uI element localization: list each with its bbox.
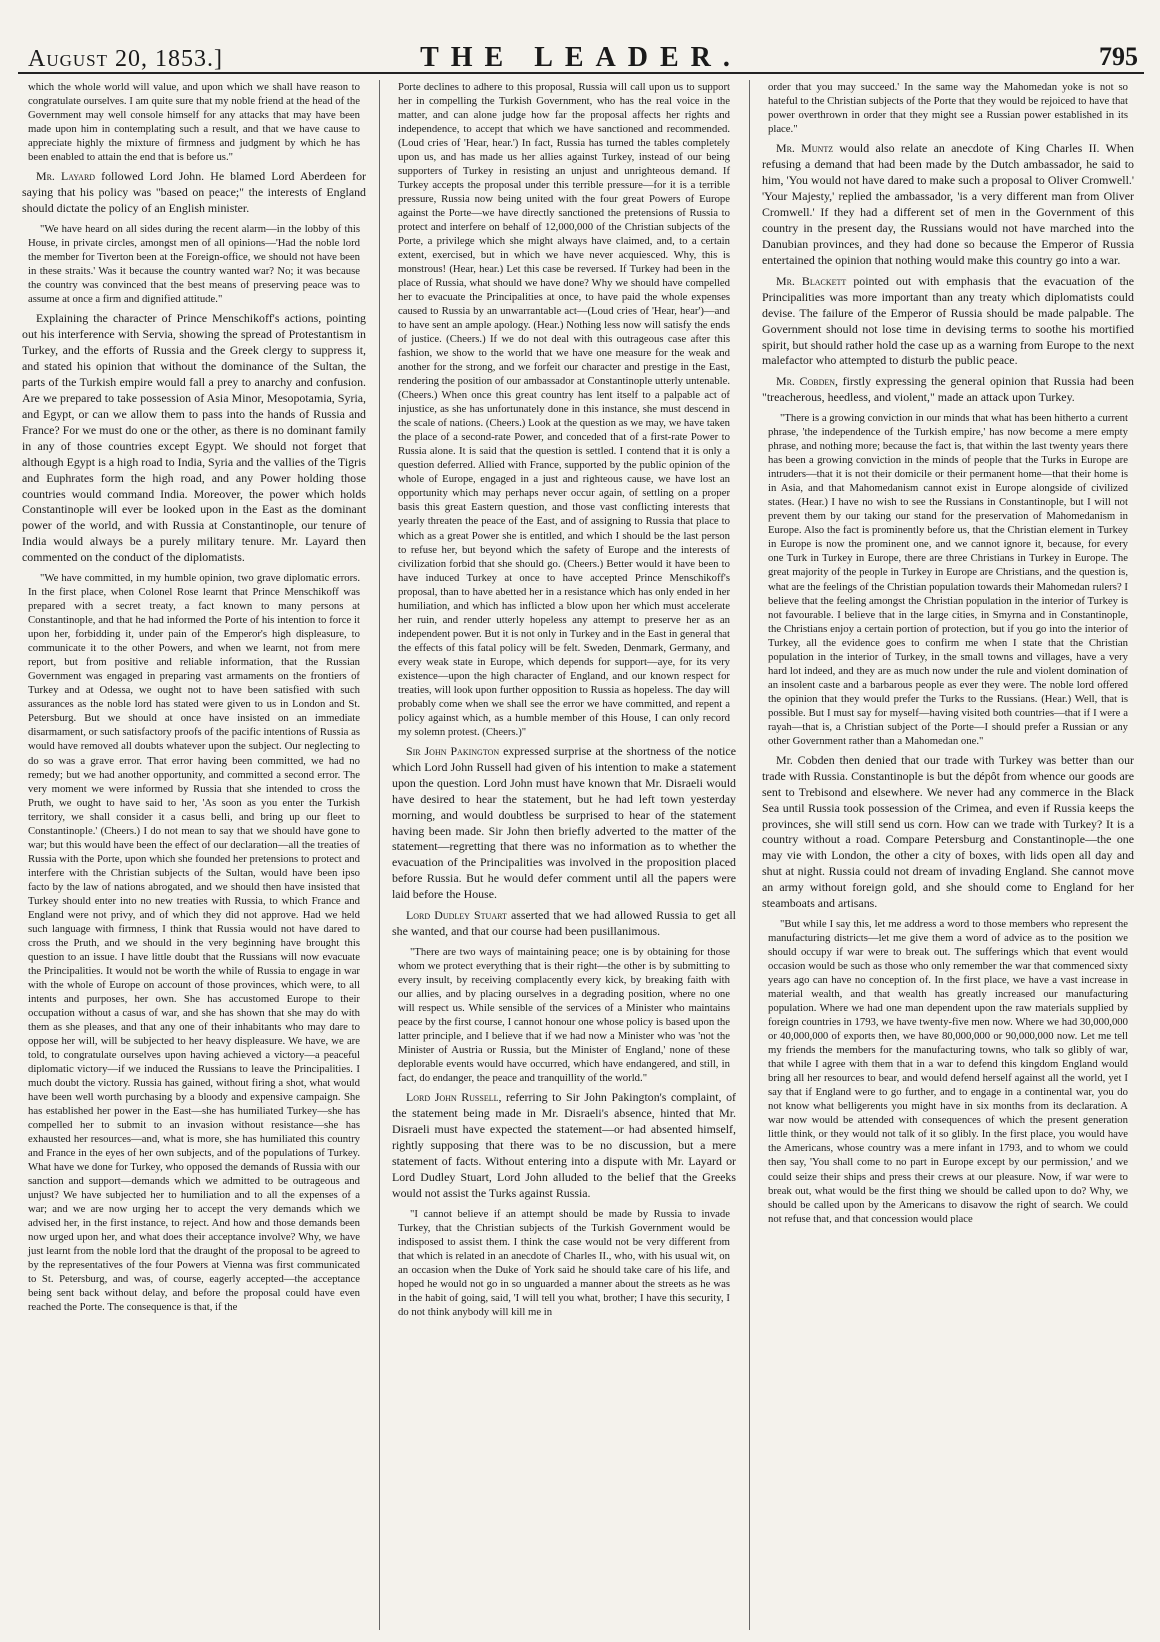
column-divider bbox=[749, 80, 750, 1630]
masthead-rule bbox=[18, 72, 1144, 74]
paragraph-text: followed Lord John. He blamed Lord Aberdeen for saying that his policy was "based on peace;" the interests of England should dictate the policy of an English minister. bbox=[22, 169, 366, 215]
masthead bbox=[18, 18, 1144, 72]
column-1 bbox=[22, 80, 366, 1630]
paragraph-text: pointed out with emphasis that the evacuation of the Principalities was more important than any treaty which diplomatists could devise. The failure of the Emperor of Russia should be made palpable. The Government should not lose time in devising terms to soothe his mortified spirit, but should rather hold the case up as a warning from Europe to the next malefactor who attempted to disturb the public peace. bbox=[762, 273, 1134, 368]
speaker-name: Lord Dudley Stuart bbox=[406, 908, 507, 923]
paragraph-text: "But while I say this, let me address a word to those members who represent the manufacturing districts—let me give them a word of advice as to the position we should occupy if war were to break out. The sufferings which that event would occasion would be such as those who only remember the war that commenced sixty years ago can have no conception of. In the first place, we have a vast increase in material wealth, and that wealth has greatly increased our manufacturing population. Where we had one man dependent upon the raw materials supplied by foreign countries in 1793, we have twenty-five men now. Where we had 30,000,000 or 40,000,000 of exports then, we have 80,000,000 or 90,000,000 now. Let me tell my friends the members for the manufacturing towns, who talk so glibly of war, that while I agree with them that in a war to defend this kingdom England would bring all her resources to bear, and would defend herself against all the world, yet I say that if England were to go further, and to engage in a continental war, you do not know what belligerents you might have in six months from its declaration. A war now would be attended with consequences of which the present generation little think, or they would not talk of it so glibly. In the first place, you would have the Americans, whose country was a mere infant in 1793, and to whom we could then say, 'You shall come to no part in Europe except by our permission,' and we could seize their ships and press their crews at our pleasure. Now, if war were to break out, what would be the first thing we should be called upon to do? Why, we should be called upon by the Americans to disavow the right of search. We could not refuse that, and that concession would place bbox=[768, 918, 1128, 1225]
quoted-speech bbox=[768, 411, 1128, 747]
quoted-speech bbox=[768, 80, 1128, 136]
paragraph-text: asserted that we had allowed Russia to get all she wanted, and that our course had been pusillanimous. bbox=[392, 908, 736, 939]
paragraph bbox=[762, 274, 1134, 370]
paragraph-text: "There is a growing conviction in our minds that what has been hitherto a current phrase, 'the independence of the Turkish empire,' has now become a mere empty phrase, and nothing more; because the fact is, that within the last twenty years there has been a growing conviction in the minds of people that the Turks in Europe are intruders—that it is not their domicile or their permanent home—that their home is in Asia, and that Mahomedanism cannot exist in Europe alongside of civilized states. (Hear.) I have no wish to see the Russians in Constantinople, but I will not prevent them by our taking our stand for the preservation of Mahomedanism in Europe. Also the fact is prominently before us, that the Christian element in Turkey in Europe is now the prominent one, and we cannot ignore it, because, for every one Turk in Turkey in Europe, there are three Christians in Turkey in Europe. The great majority of the people in Turkey in Europe are Christians, and the question is, what are the feelings of the Christian population towards their Mahomedan rulers? I believe that the feeling amongst the Christian population in the interior of Turkey is not favourable. I believe that in the large cities, in Smyrna and in Constantinople, the Christians enjoy a certain portion of protection, but if you go into the interior of Turkey, all the evidence goes to confirm me when I state that the Christian population in the interior of Turkey, in the small towns and villages, have a very hard lot indeed, and they are as much now under the rule and violent domination of an insolent caste and a barbarous people as ever they were. The noble lord offered the opinion that they would prefer the Turks to the Russians. (Hear.) Well, that is possible. But I must say for myself—having visited both countries—that if I were a rayah—that is, a Christian subject of the Porte—I should prefer a Russian or any other Government rather than a Mahomedan one." bbox=[768, 412, 1128, 747]
column-2 bbox=[392, 80, 736, 1630]
paragraph-text: referring to Sir John Pakington's complaint, of the statement being made in Mr. Disraeli's absence, hinted that Mr. Disraeli must have expected the statement—or had absented himself, rightly supposing that there was to be no discussion, but a mere statement of facts. Without entering into a dispute with Mr. Layard or Lord Dudley Stuart, Lord John alluded to the belief that the Greeks would not assist the Turks against Russia. bbox=[392, 1090, 736, 1201]
issue-date: August 20, 1853.] bbox=[28, 46, 223, 72]
paragraph-text: "We have heard on all sides during the recent alarm—in the lobby of this House, in private circles, amongst men of all opinions—'Had the noble lord the member for Tiverton been at the Foreign-office, we should not have been in these straits.' Was it because the country wanted war? No; it was because the country was convinced that the best means of preserving peace was to assume at once a firm and dignified attitude." bbox=[28, 222, 360, 306]
paragraph bbox=[392, 908, 736, 940]
paragraph-text: would also relate an anecdote of King Charles II. When refusing a demand that had been made by the Dutch ambassador, he said to him, 'You would not have dared to make such a proposal to Oliver Cromwell.' 'Your Majesty,' replied the ambassador, 'is a very different man from Oliver Cromwell.' If they had a different set of men in the Government of this country in the present day, the Russians would not have marched into the Danubian provinces, and they had done so because the Emperor of Russia entertained the opinion that nothing would make this country go into a war. bbox=[762, 141, 1134, 267]
paragraph-text: firstly expressing the general opinion that Russia had been "treacherous, heedless, and violent," made an attack upon Turkey. bbox=[762, 374, 1134, 405]
paragraph bbox=[762, 753, 1134, 913]
quoted-speech bbox=[28, 80, 360, 164]
speaker-name: Mr. Muntz bbox=[776, 141, 834, 156]
column-3 bbox=[762, 80, 1134, 1630]
page-number: 795 bbox=[1099, 42, 1138, 71]
speaker-name: Mr. Cobden, bbox=[776, 374, 838, 389]
quoted-speech bbox=[28, 222, 360, 306]
speaker-name: Mr. Layard bbox=[36, 169, 96, 184]
paragraph bbox=[392, 744, 736, 904]
paragraph-text: "We have committed, in my humble opinion, two grave diplomatic errors. In the first place, when Colonel Rose learnt that Prince Menschikoff was prepared with a secret treaty, a fact known to many persons at Constantinople, and that he had informed the Porte of his intention to force it upon her, forbidding it, under pain of the Emperor's high displeasure, to communicate it to the other Powers, and when we learnt, not from mere report, but from positive and reliable information, that the Russian Government was engaged in preparing vast armaments on the frontiers of Turkey and at Odessa, we ought not to have been satisfied with such assurances as the noble lord has stated were given to us in London and St. Petersburg. But we should at once have insisted on an immediate disarmament, or such satisfactory proofs of the pacific intentions of Russia as would have removed all doubts whatever upon the subject. Our neglecting to do so was a grave error. That error having been committed, we had no remedy; but we had another opportunity, and committed a second error. The very moment we were informed by Russia that she intended to cross the Pruth, we ought to have said to her, 'As soon as you enter the Turkish territory, we shall consider it a casus belli, and bring up our fleet to Constantinople.' (Cheers.) I do not mean to say that we should have gone to war; but this would have been the effect of our declaration—all the treaties of Russia with the Porte, upon which she founded her pretensions to protect and interfere with the Christian subjects of the Sultan, would have been ipso facto by the law of nations abrogated, and we should then have insisted that Turkey should enter into no new treaties with Russia, to which France and England were not privy, and of which they did not approve. Had we held such language with firmness, I think that Russia would not have dared to cross the Pruth, and we should in the very beginning have brought this question to an issue. I have little doubt that the Russians will now evacuate the Principalities. It would not be worth the while of Russia to engage in war with the whole of Europe on account of those provinces, which were, to all intents and purposes, her own. She has accustomed Europe to their occupation without a casus of war, and she has shown that she may do with them as she pleases, and that any one of their inhabitants who may dare to oppose her will, will be subjected to her heavy displeasure. We have, we are told, to congratulate ourselves upon having achieved a victory—a peaceful diplomatic victory—if we induced the Russians to leave the Principalities. I much doubt the victory. Russia has gained, without firing a shot, what would have been well worth purchasing by a bloody and expensive campaign. She has established her power in the East—she has humiliated Turkey—she has compelled her to submit to an invasion without resistance—she has exhausted her resources—and, what is more, she has humiliated this country and France in the eyes of her own subjects, and of the populations of Turkey. What have we done for Turkey, who opposed the demands of Russia with our sanction and support—demands which we admitted to be outrageous and unjust? We have subjected her to humiliation and to all the expenses of a war; and we are now urging her to accept the very demands which we advised her, in the first instance, to reject. And how and those demands been now urged upon her, and what does their acceptance involve? Why, we have just learnt from the noble lord that the draught of the proposal to be agreed to by the representatives of the four Powers at Vienna was first communicated to St. Petersburg, and was, of course, eagerly accepted—the acceptance being sent back without delay, and before the proposal could have even reached the Porte. The consequence is that, if the bbox=[28, 572, 360, 1314]
paragraph-text: expressed surprise at the shortness of the notice which Lord John Russell had given of his intention to make a statement upon the question. Lord John must have known that Mr. Disraeli would have desired to hear the statement, but he had left town yesterday morning, and would doubtless be surprised to hear of the statement having been made. Sir John then briefly adverted to the matter of the statement—regretting that there was no information as to whether the evacuation of the Principalities was involved in the proposition placed before Russia. But he would defer comment until all the papers were laid before the House. bbox=[392, 743, 736, 902]
paragraph bbox=[22, 311, 366, 566]
quoted-speech bbox=[398, 1207, 730, 1319]
paragraph-text: Porte declines to adhere to this proposal, Russia will call upon us to support her in compelling the Turkish Government, who has the real voice in the matter, and can alone judge how far the proposal affects her rights and independence, to accept that which we have sanctioned and recommended. (Loud cries of 'Hear, hear.') In fact, Russia has turned the tables completely upon us, and has made us her allies against Turkey, instead of our being supporters of Turkey in resisting an unjust and unrighteous demand. If Turkey accepts the proposal under this terrible pressure—for it is a terrible pressure, Russia now being united with the four great Powers of Europe against the Porte—we have directly sanctioned the pretensions of Russia to protect and interfere on behalf of 12,000,000 of the Christian subjects of the Porte, a privilege which she might always have claimed, and, to a certain extent, exercised, but in which we have never acquiesced. Why, this is monstrous! (Hear, hear.) Let this case be reversed. If Turkey had been in the place of Russia, what should we have done? Why we should have compelled her to evacuate the Principalities at once, to have paid the whole expenses caused to Russia by an unwarrantable act—(Loud cries of 'Hear, hear')—and to have sent an ample apology. (Hear.) Nothing less now will satisfy the ends of justice. (Cheers.) If we do not deal with this outrageous case after this fashion, we show to the world that we have one measure for the weak and another for the strong, and we forfeit our character and prestige in the East, rendering the position of our ambassador at Constantinople utterly untenable. (Cheers.) When once this great country has lent itself to a palpable act of injustice, as she has unfortunately done in this instance, she must descend in the scale of nations. (Cheers.) Look at the question as we may, we have taken the place of a second-rate Power, and conceded that of a first-rate Power to Russia alone. It is said that the question is settled. I contend that it is only a question deferred. Allied with France, supported by the public opinion of the whole of Europe, engaged in a just and righteous cause, we have lost an opportunity which may perhaps never occur again, of settling on a proper basis this great Eastern question, and those vast conflicting interests that yearly threaten the peace of the East, and of assigning to Russia that place to which as a great Power she is entitled, and which I should be the last person to refuse her, but beyond which the safety of Europe and the interests of civilization forbid that she should go. (Cheers.) Better would it have been to have induced Turkey at once to have accepted Prince Menschikoff's proposal, than to have abetted her in a resistance which has only ended in her humiliation, and which has inflicted a blow upon her which must accelerate her ruin, and render utterly hopeless any attempt to preserve her as an independent power. But it is not only in Turkey and in the East in general that the effects of this fatal policy will be felt. Sweden, Denmark, Germany, and every weak state in Europe, which depends for support—aye, for its very existence—upon the high character of England, and our known respect for treaties, will look upon further opposition to Russia as hopeless. The day will probably come when we shall see the error we have committed, and repent a policy against which, as a humble member of this House, I can only record my solemn protest. (Cheers.)" bbox=[398, 81, 730, 738]
quoted-speech bbox=[398, 945, 730, 1085]
paragraph-text: which the whole world will value, and upon which we shall have reason to congratulate ourselves. I am quite sure that my noble friend at the head of the Government may well console himself for any attacks that may have been made upon him in contemplating such a result, and that we have cause to appreciate highly the mixture of firmness and judgment by which he has been enabled to attain the end that is before us." bbox=[28, 81, 360, 164]
newspaper-title: THE LEADER. bbox=[420, 42, 742, 73]
paragraph bbox=[762, 374, 1134, 406]
speaker-name: Mr. Blackett bbox=[776, 273, 847, 288]
speaker-name: Sir John Pakington bbox=[406, 743, 500, 758]
quoted-speech bbox=[768, 917, 1128, 1225]
paragraph-text: order that you may succeed.' In the same way the Mahomedan yoke is not so hateful to the Christian subjects of the Porte that they would be rejoiced to have that power overthrown in order that they might see a Russian power established in its place." bbox=[768, 81, 1128, 136]
paragraph bbox=[762, 141, 1134, 269]
paragraph-text: Mr. Cobden then denied that our trade with Turkey was better than our trade with Russia. Constantinople is but the dépôt from whence our goods are sent to Trebisond and elsewhere. We never had any commerce in the Black Sea until Russia took possession of the Crimea, and even if Russia keeps the provinces, she will still send us corn. How can we trade with Turkey? It is a country without a road. Compare Petersburg and Constantinople—the one may vie with London, the other a city of boxes, with lids open all day and shut at night. Russia could not dream of invading England. She cannot move an army without foreign gold, and she should come to England for her steamboats and artisans. bbox=[762, 752, 1134, 911]
paragraph-text: "There are two ways of maintaining peace; one is by obtaining for those whom we protect everything that is their right—the other is by submitting to every insult, by receiving complacently every kick, by breaking faith with our allies, and by placing ourselves in a degrading position, where no one will respect us. While sensible of the services of a Minister who maintains peace by the first course, I cannot honour one whose policy is based upon the latter principle, and I believe that if we had now a Minister who was 'not the Minister of Austria or Russia, but the Minister of England,' none of these deplorable events would have occurred, which have endangered, and still, in fact, do endanger, the peace and tranquillity of the world." bbox=[398, 946, 730, 1085]
paragraph bbox=[22, 169, 366, 217]
speaker-name: Lord John Russell, bbox=[406, 1090, 502, 1105]
quoted-speech bbox=[398, 80, 730, 739]
quoted-speech bbox=[28, 571, 360, 1314]
paragraph bbox=[392, 1090, 736, 1202]
column-divider bbox=[379, 80, 380, 1630]
paragraph-text: Explaining the character of Prince Menschikoff's actions, pointing out his interference with Servia, showing the spread of Protestantism in Turkey, and the efforts of Russia and the Greek clergy to suppress it, and stated his opinion that without the dominance of the Sultan, the parts of the Turkish empire would fall a prey to anarchy and confusion. Are we prepared to take possession of Asia Minor, Mesopotamia, Syria, and Egypt, or can we allow them to pass into the hands of Russia and France? For we must do one or the other, as there is no dominant family in any of those countries except Egypt. We should not forget that although Egypt is a high road to India, Syria and the vallies of the Tigris and Euphrates form the high road, and any Power holding those countries would command India. Moreover, the power which holds Constantinople will ever be looked upon in the East as the dominant power of the world, and with Russia at Constantinople, our tenure of India would always be a purely military tenure. Mr. Layard then commented on the conduct of the diplomatists. bbox=[22, 311, 366, 565]
paragraph-text: "I cannot believe if an attempt should be made by Russia to invade Turkey, that the Christian subjects of the Turkish Government would be indisposed to assist them. I think the case would not be very different from that which is related in an anecdote of Charles II., who, with his usual wit, on an occasion when the Duke of York said he should take care of his life, and hoped he would not go in so unguarded a manner about the streets as he was in the habit of going, said, 'I will tell you what, brother; I have this security, I do not think anybody will kill me in bbox=[398, 1208, 730, 1319]
